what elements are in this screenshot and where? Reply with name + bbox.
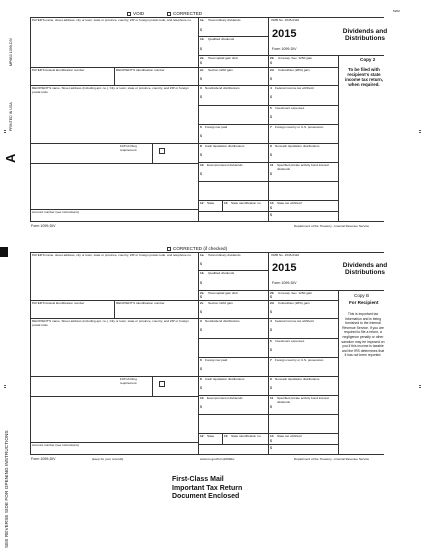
box12-label: State [207, 201, 215, 205]
box2a-label: Total capital gain distr. [208, 291, 239, 295]
box5-field[interactable]: $ [270, 115, 272, 119]
box10-label: Exempt-interest dividends [207, 163, 243, 167]
box8-label: Cash liquidation distributions [205, 144, 245, 148]
box12-label: State [207, 434, 215, 438]
corrected-checkbox[interactable] [167, 12, 171, 16]
tax-year-century: 2015 [272, 28, 297, 40]
perforation-mark [419, 387, 421, 388]
box10-label: Exempt-interest dividends [207, 396, 243, 400]
box1a-label: Total ordinary dividends [208, 18, 241, 22]
box14-label: State tax withheld [277, 434, 302, 438]
payer-name-field[interactable] [32, 261, 196, 299]
box7-label: Foreign country or U.S. possession [275, 358, 324, 362]
recipient-tin-label: RECIPIENT'S identification number [116, 68, 165, 72]
copy-label: Copy 2 [360, 57, 376, 62]
box1b-label: Qualified dividends [208, 37, 235, 41]
box3-label: Nondividend distributions [205, 86, 240, 90]
box2d-label: Collectibles (28%) gain [278, 68, 310, 72]
omb-number: OMB No. 1545-0110 [271, 253, 300, 257]
box10-field[interactable]: $ [200, 172, 202, 176]
box10-field[interactable]: $ [200, 405, 202, 409]
payer-name-label: PAYER'S name, street address, city or town, state or province, country, ZIP or foreign postal code, and telephone no. [32, 253, 192, 257]
omb-number: OMB No. 1545-0110 [271, 18, 300, 22]
box3-field[interactable]: $ [200, 95, 202, 99]
box14-field-2[interactable]: $ [270, 446, 272, 450]
perforation-mark [4, 387, 6, 388]
box13-label: State identification no. [231, 434, 262, 438]
box7-label: Foreign country or U.S. possession [275, 125, 324, 129]
box6-field[interactable]: $ [200, 134, 202, 138]
box9-label: Noncash liquidation distributions [275, 144, 320, 148]
box8-field[interactable]: $ [200, 153, 202, 157]
fatca-checkbox[interactable] [159, 381, 165, 387]
box2a-field[interactable]: $ [200, 61, 202, 65]
box8-field[interactable]: $ [200, 386, 202, 390]
perforation-mark [4, 130, 6, 131]
box14-field-1[interactable]: $ [270, 206, 272, 210]
box14-field-2[interactable]: $ [270, 213, 272, 217]
box2c-label: Section 1202 gain [208, 68, 233, 72]
box13-label: State identification no. [231, 201, 262, 205]
box11-field[interactable]: $ [270, 405, 272, 409]
payer-name-label: PAYER'S name, street address, city or town, state or province, country, ZIP or foreign postal code, and telephone no. [32, 18, 192, 22]
box1a-field[interactable]: $ [200, 28, 202, 32]
box2b-field[interactable]: $ [270, 295, 272, 299]
recipient-name-label: RECIPIENT'S name, Street address (including apt. no.), City or town, state or province, country, and ZIP or foreign postal code [32, 86, 189, 94]
box1a-field[interactable]: $ [200, 262, 202, 266]
tax-year: 2015 [272, 262, 297, 274]
payer-tin-label: PAYER'S federal identification number [32, 301, 85, 305]
footer-keep: (keep for your records) [92, 457, 124, 461]
payer-tin-label: PAYER'S federal identification number [32, 68, 85, 72]
side-reverse-instructions: SEE REVERSE SIDE FOR OPENING INSTRUCTIONS [4, 430, 9, 548]
box14-label: State tax withheld [277, 201, 302, 205]
box5-field[interactable]: $ [270, 348, 272, 352]
recipient-tin-label: RECIPIENT'S identification number [116, 301, 165, 305]
box1b-label: Qualified dividends [208, 271, 235, 275]
box2c-field[interactable]: $ [200, 77, 202, 81]
perforation-mark [4, 132, 6, 133]
corrected-label: CORRECTED (if checked) [173, 246, 228, 251]
box3-label: Nondividend distributions [205, 319, 240, 323]
account-number-label: Account number (see instructions) [32, 210, 79, 214]
copy-subtitle: For Recipient [349, 300, 379, 305]
envelope-line-3: Document Enclosed [172, 493, 240, 500]
box11-label: Specified private activity bond interest dividends [277, 396, 329, 404]
box1a-label: Total ordinary dividends [208, 253, 241, 257]
envelope-line-1: First-Class Mail [172, 476, 224, 483]
box2d-label: Collectibles (28%) gain [278, 301, 310, 305]
box9-label: Noncash liquidation distributions [275, 377, 320, 381]
footer-department: Department of the Treasury - Internal Revenue Service [294, 224, 370, 228]
box6-field[interactable]: $ [200, 367, 202, 371]
fatca-label: FATCA filing requirement [120, 144, 137, 152]
perforation-mark [419, 130, 421, 131]
form-stock-code: 5202 [393, 9, 400, 13]
box1b-field[interactable]: $ [200, 47, 202, 51]
box9-field[interactable]: $ [270, 153, 272, 157]
payer-name-field[interactable] [32, 26, 196, 66]
footer-department: Department of the Treasury - Internal Revenue Service [294, 457, 370, 461]
box4-field[interactable]: $ [270, 328, 272, 332]
perforation-mark [419, 385, 421, 386]
side-copy-letter: A [3, 153, 18, 163]
perforation-mark [419, 132, 421, 133]
box11-field[interactable]: $ [270, 172, 272, 176]
void-label: VOID [133, 11, 145, 16]
footer-form: Form 1099-DIV [31, 457, 56, 461]
box1b-field[interactable]: $ [200, 281, 202, 285]
box4-label: Federal income tax withheld [275, 319, 314, 323]
side-form-code: MP6B3 1099-DIV [9, 38, 13, 66]
form-title: Dividends and Distributions [342, 262, 388, 277]
corrected-label: CORRECTED [173, 11, 203, 16]
box3-field[interactable]: $ [200, 328, 202, 332]
alignment-mark [0, 247, 8, 257]
form-name: Form 1099-DIV [272, 47, 297, 51]
copy-description: To be filed with recipient's state income tax return, when required. [344, 67, 384, 88]
box6-label: Foreign tax paid [205, 125, 228, 129]
void-checkbox[interactable] [127, 12, 131, 16]
box5-label: Investment expenses [275, 106, 305, 110]
fatca-checkbox[interactable] [159, 148, 165, 154]
box2d-field[interactable]: $ [270, 310, 272, 314]
fatca-label: FATCA filing requirement [120, 377, 137, 385]
side-printed-usa: PRINTED IN USA [9, 102, 13, 131]
box8-label: Cash liquidation distributions [205, 377, 245, 381]
footer-form: Form 1099-DIV [31, 224, 56, 228]
copy-label: Copy B [354, 293, 370, 298]
box2a-label: Total capital gain distr. [208, 56, 239, 60]
form-title: Dividends and Distributions [342, 28, 388, 43]
box2b-label: Unrecap. Sec. 1250 gain [278, 56, 313, 60]
form-name: Form 1099-DIV [272, 281, 297, 285]
footer-url: www.irs.gov/form1099div [200, 457, 235, 461]
account-number-label: Account number (see instructions) [32, 443, 79, 447]
envelope-line-2: Important Tax Return [172, 485, 243, 492]
perforation-mark [4, 385, 6, 386]
recipient-name-label: RECIPIENT'S name, Street address (including apt. no.), City or town, state or province, country, and ZIP or foreign postal code [32, 319, 189, 327]
box2b-label: Unrecap. Sec. 1250 gain [278, 291, 313, 295]
box4-label: Federal income tax withheld [275, 86, 314, 90]
box2a-field[interactable]: $ [200, 295, 202, 299]
box2c-field[interactable]: $ [200, 310, 202, 314]
box14-field-1[interactable]: $ [270, 439, 272, 443]
box4-field[interactable]: $ [270, 95, 272, 99]
recipient-notice: This is important tax information and is being furnished to the Internal Revenue Service. If you are required to file a return, a negligence penalty or other sanction may be imposed on you if this income is taxable and the IRS determines that it has not been reported. [341, 312, 385, 358]
box11-label: Specified private activity bond interest dividends [277, 163, 329, 171]
box9-field[interactable]: $ [270, 386, 272, 390]
box2b-field[interactable]: $ [270, 61, 272, 65]
box5-label: Investment expenses [275, 339, 305, 343]
box2d-field[interactable]: $ [270, 77, 272, 81]
box6-label: Foreign tax paid [205, 358, 228, 362]
box2c-label: Section 1202 gain [208, 301, 233, 305]
corrected-checkbox[interactable] [167, 247, 171, 251]
